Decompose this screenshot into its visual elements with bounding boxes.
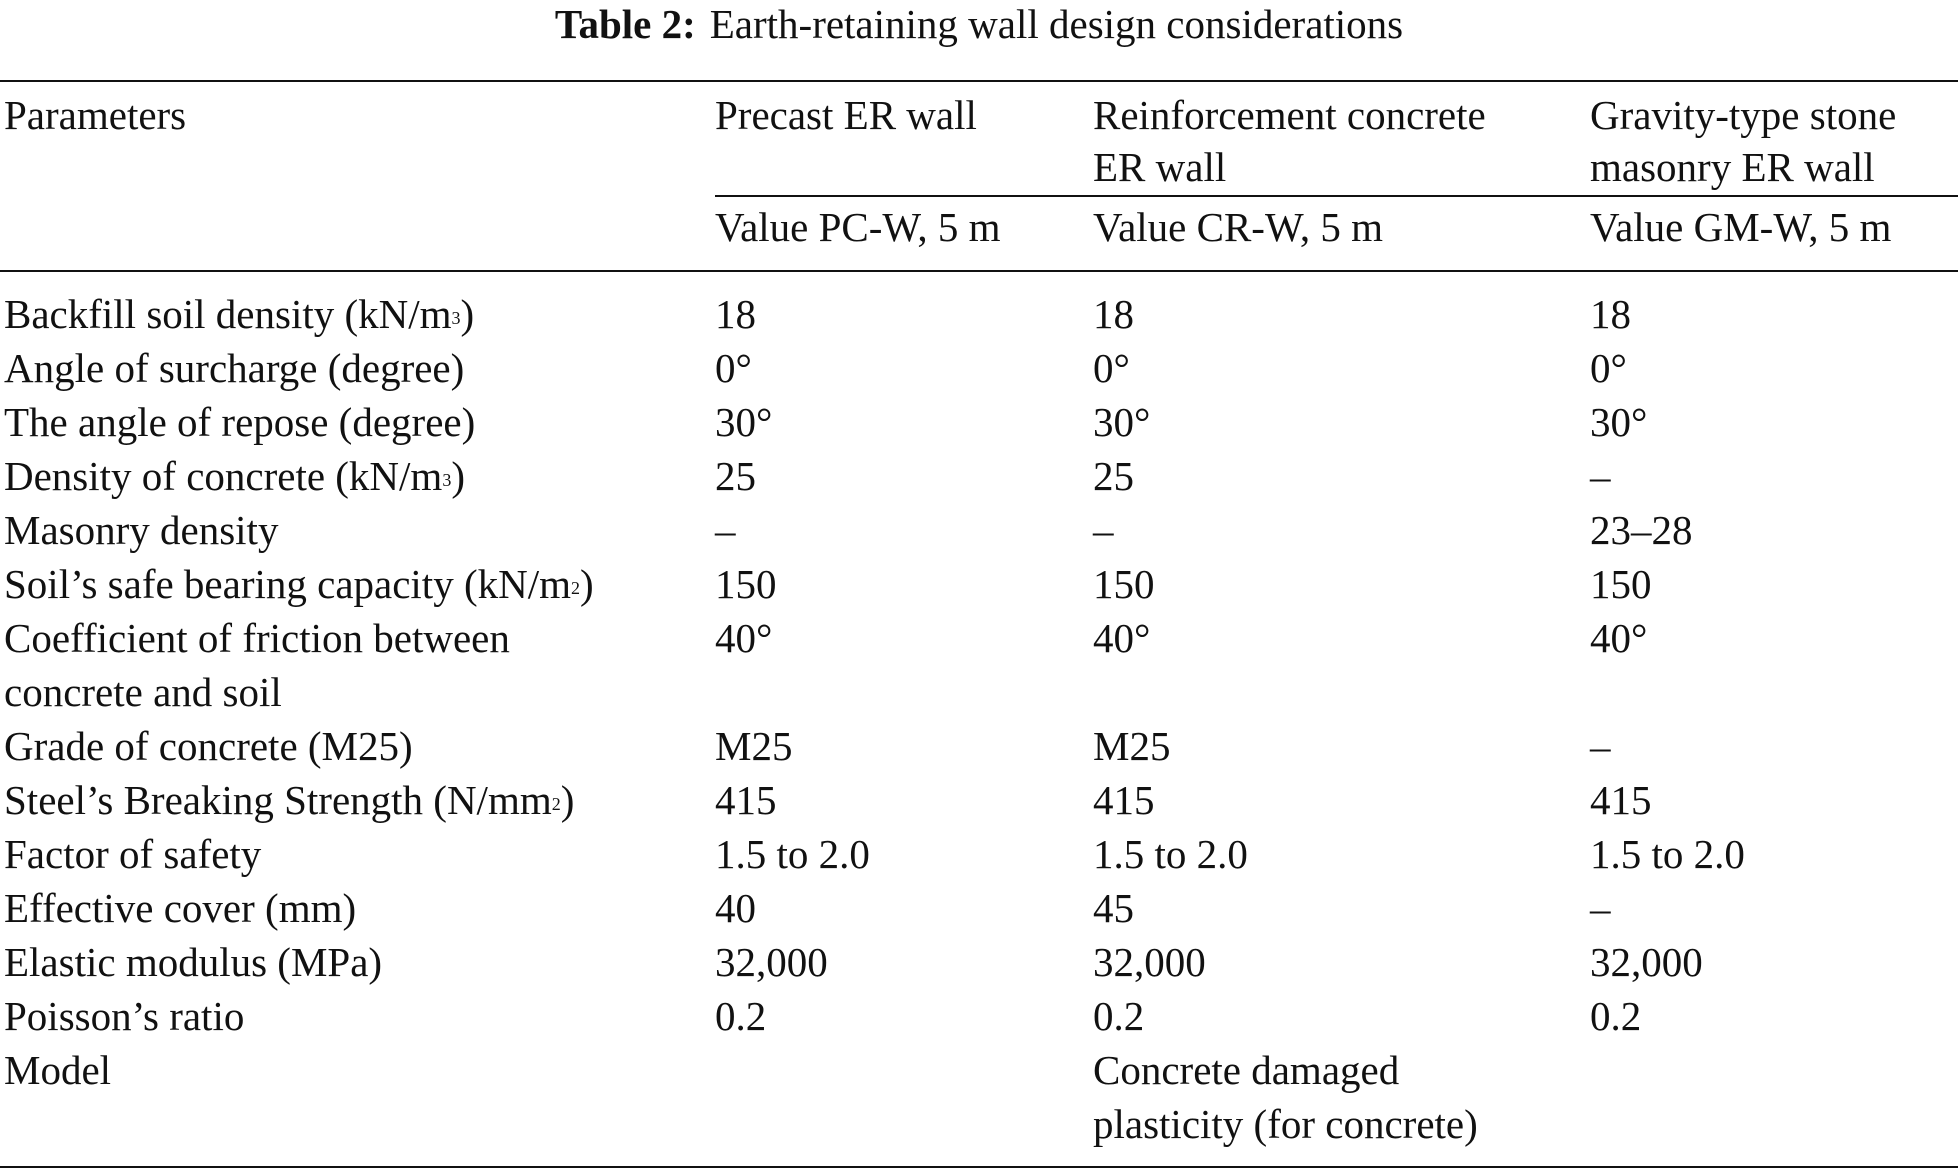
table-cell-pc: 18 — [715, 291, 756, 337]
table-row-param: Grade of concrete (M25) — [4, 723, 413, 769]
table-cell-pc: M25 — [715, 723, 793, 769]
table-cell-gm: 0° — [1590, 345, 1627, 391]
table-cell-gm: 30° — [1590, 399, 1648, 445]
table-cell-cr: 40° — [1093, 615, 1151, 661]
table-cell-gm: 415 — [1590, 777, 1652, 823]
table-cell-cr: 1.5 to 2.0 — [1093, 831, 1248, 877]
header-precast: Precast ER wall — [715, 92, 977, 138]
table-row-param: Backfill soil density $(kN/m^3)$ — [4, 291, 475, 337]
table-row-param: Steel’s Breaking Strength $(N/mm^2)$ — [4, 777, 575, 823]
table-cell-cr-line2: plasticity (for concrete) — [1093, 1101, 1478, 1147]
table-cell-gm: 40° — [1590, 615, 1648, 661]
subheader-pcw: Value PC-W, 5 m — [715, 204, 1001, 250]
table-cell-pc: 32,000 — [715, 939, 828, 985]
table-cell-cr: 32,000 — [1093, 939, 1206, 985]
table-cell-cr: 18 — [1093, 291, 1134, 337]
table-cell-cr-line1: Concrete damaged — [1093, 1047, 1400, 1093]
table-cell-cr: M25 — [1093, 723, 1171, 769]
table-cell-cr: 415 — [1093, 777, 1155, 823]
header-gravity-line1: Gravity-type stone — [1590, 92, 1897, 138]
table-row-param-line2: concrete and soil — [4, 669, 282, 715]
header-mid-rule — [715, 195, 1958, 197]
table-cell-gm: 150 — [1590, 561, 1652, 607]
table-cell-cr: 45 — [1093, 885, 1134, 931]
table-caption — [0, 0, 1958, 48]
table-row-param: Poisson’s ratio — [4, 993, 245, 1039]
table-row-param: Elastic modulus (MPa) — [4, 939, 383, 985]
table-row-param: Masonry density — [4, 507, 279, 553]
table-label: Table 2: — [554, 1, 696, 47]
header-bottom-rule — [0, 270, 1958, 272]
table-cell-gm: – — [1590, 453, 1611, 499]
subheader-crw: Value CR-W, 5 m — [1093, 204, 1384, 250]
top-rule — [0, 80, 1958, 82]
table-cell-gm: 1.5 to 2.0 — [1590, 831, 1745, 877]
bottom-rule — [0, 1166, 1958, 1168]
table-row-param: Soil’s safe bearing capacity $(kN/m^2)$ — [4, 561, 594, 607]
table-row-param: Density of concrete $(kN/m^3)$ — [4, 453, 465, 499]
table-cell-gm: 18 — [1590, 291, 1631, 337]
table-cell-pc: 0° — [715, 345, 752, 391]
table-cell-gm: 32,000 — [1590, 939, 1703, 985]
header-reinforced-line1: Reinforcement concrete — [1093, 92, 1486, 138]
table-cell-gm: 0.2 — [1590, 993, 1642, 1039]
table-row-param-line1: Coefficient of friction between — [4, 615, 510, 661]
table-cell-pc: 1.5 to 2.0 — [715, 831, 870, 877]
table-cell-pc: 40° — [715, 615, 773, 661]
table-cell-pc: – — [715, 507, 736, 553]
table-cell-pc: 415 — [715, 777, 777, 823]
subheader-gmw: Value GM-W, 5 m — [1590, 204, 1892, 250]
header-gravity-line2: masonry ER wall — [1590, 144, 1875, 190]
table-cell-cr: 30° — [1093, 399, 1151, 445]
table-cell-pc: 40 — [715, 885, 756, 931]
table-row-param: Angle of surcharge (degree) — [4, 345, 465, 391]
table-cell-pc: 25 — [715, 453, 756, 499]
table-cell-cr: 25 — [1093, 453, 1134, 499]
table-row-param: Model — [4, 1047, 112, 1093]
table-row-param: Effective cover (mm) — [4, 885, 357, 931]
table-title: Earth-retaining wall design considerations — [709, 1, 1404, 47]
table-cell-cr: 0° — [1093, 345, 1130, 391]
table-row-param: Factor of safety — [4, 831, 262, 877]
table-cell-gm: – — [1590, 885, 1611, 931]
header-reinforced-line2: ER wall — [1093, 144, 1227, 190]
table-cell-cr: 0.2 — [1093, 993, 1145, 1039]
table-cell-cr: 150 — [1093, 561, 1155, 607]
table-cell-cr: – — [1093, 507, 1114, 553]
table-cell-pc: 150 — [715, 561, 777, 607]
table-cell-pc: 0.2 — [715, 993, 767, 1039]
table-row-param: The angle of repose (degree) — [4, 399, 476, 445]
table-cell-pc: 30° — [715, 399, 773, 445]
table-cell-gm: 23–28 — [1590, 507, 1693, 553]
header-parameters: Parameters — [4, 92, 187, 138]
table-cell-gm: – — [1590, 723, 1611, 769]
